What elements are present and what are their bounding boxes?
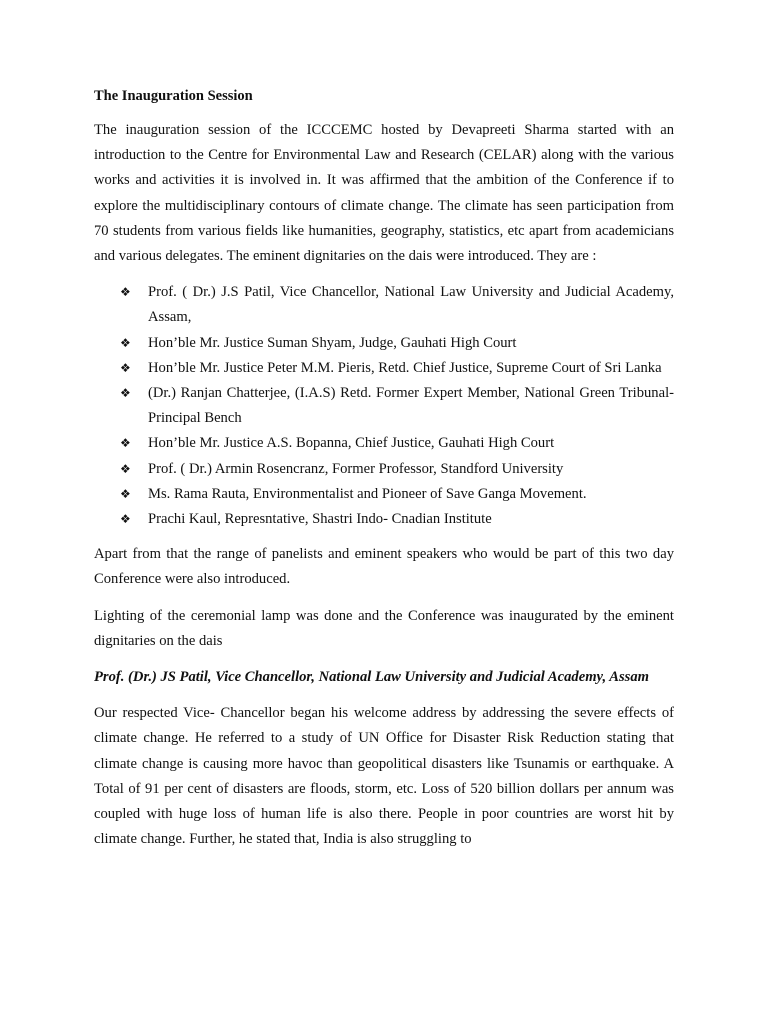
section-title: The Inauguration Session bbox=[94, 88, 253, 104]
intro-paragraph: The inauguration session of the ICCCEMC hosted by Devapreeti Sharma started with an introduction to the Centre for Environmental Law and Research (CELAR) along with the various works and activities it is involved in. It was affirmed that the ambition of the Conference if to explore the multidisciplinary contours of climate change. The climate has seen participation from 70 students from various fields like humanities, geography, statistics, etc apart from academicians and various delegates. The eminent dignitaries on the dais were introduced. They are : bbox=[94, 122, 674, 265]
diamond-bullet-icon: ❖ bbox=[120, 360, 131, 375]
diamond-bullet-icon: ❖ bbox=[120, 335, 131, 350]
dignitary-text: (Dr.) Ranjan Chatterjee, (I.A.S) Retd. Former Expert Member, National Green Tribunal- Principal Bench bbox=[148, 385, 674, 427]
diamond-bullet-icon: ❖ bbox=[120, 512, 131, 527]
panelists-paragraph: Apart from that the range of panelists and eminent speakers who would be part of this two day Conference were also introduced. bbox=[94, 546, 674, 588]
diamond-bullet-icon: ❖ bbox=[120, 386, 131, 401]
list-item bbox=[120, 482, 674, 507]
lamp-paragraph: Lighting of the ceremonial lamp was done and the Conference was inaugurated by the eminent dignitaries on the dais bbox=[94, 607, 674, 649]
diamond-bullet-icon: ❖ bbox=[120, 436, 131, 451]
diamond-bullet-icon: ❖ bbox=[120, 486, 131, 501]
welcome-paragraph: Our respected Vice- Chancellor began his welcome address by addressing the severe effects of climate change. He referred to a study of UN Office for Disaster Risk Reduction stating that climate change is causing more havoc than geopolitical disasters like Tsunamis or earthquake. A Total of 91 per cent of disasters are floods, storm, etc. Loss of 520 billion dollars per annum was coupled with huge loss of human life is also there. People in poor countries are worst hit by climate change. Further, he stated that, India is also struggling to bbox=[94, 705, 674, 848]
dignitary-text: Ms. Rama Rauta, Environmentalist and Pioneer of Save Ganga Movement. bbox=[148, 485, 587, 502]
dignitary-text: Prof. ( Dr.) J.S Patil, Vice Chancellor, National Law University and Judicial Academy, Assam, bbox=[148, 284, 674, 326]
speaker-heading: Prof. (Dr.) JS Patil, Vice Chancellor, National Law University and Judicial Academy, Assam bbox=[94, 669, 649, 686]
list-item bbox=[120, 507, 674, 532]
dignitary-text: Prachi Kaul, Represntative, Shastri Indo- Cnadian Institute bbox=[148, 511, 492, 528]
dignitary-text: Hon’ble Mr. Justice Peter M.M. Pieris, Retd. Chief Justice, Supreme Court of Sri Lanka bbox=[148, 359, 662, 376]
list-item bbox=[120, 356, 674, 381]
list-item bbox=[120, 431, 674, 456]
dignitary-text: Prof. ( Dr.) Armin Rosencranz, Former Professor, Standford University bbox=[148, 460, 564, 477]
dignitaries-list bbox=[94, 280, 674, 532]
list-item bbox=[120, 457, 674, 482]
diamond-bullet-icon: ❖ bbox=[120, 285, 131, 300]
list-item bbox=[120, 381, 674, 431]
diamond-bullet-icon: ❖ bbox=[120, 461, 131, 476]
dignitary-text: Hon’ble Mr. Justice Suman Shyam, Judge, Gauhati High Court bbox=[148, 334, 517, 351]
dignitary-text: Hon’ble Mr. Justice A.S. Bopanna, Chief Justice, Gauhati High Court bbox=[148, 435, 555, 452]
list-item bbox=[120, 331, 674, 356]
list-item bbox=[120, 280, 674, 330]
